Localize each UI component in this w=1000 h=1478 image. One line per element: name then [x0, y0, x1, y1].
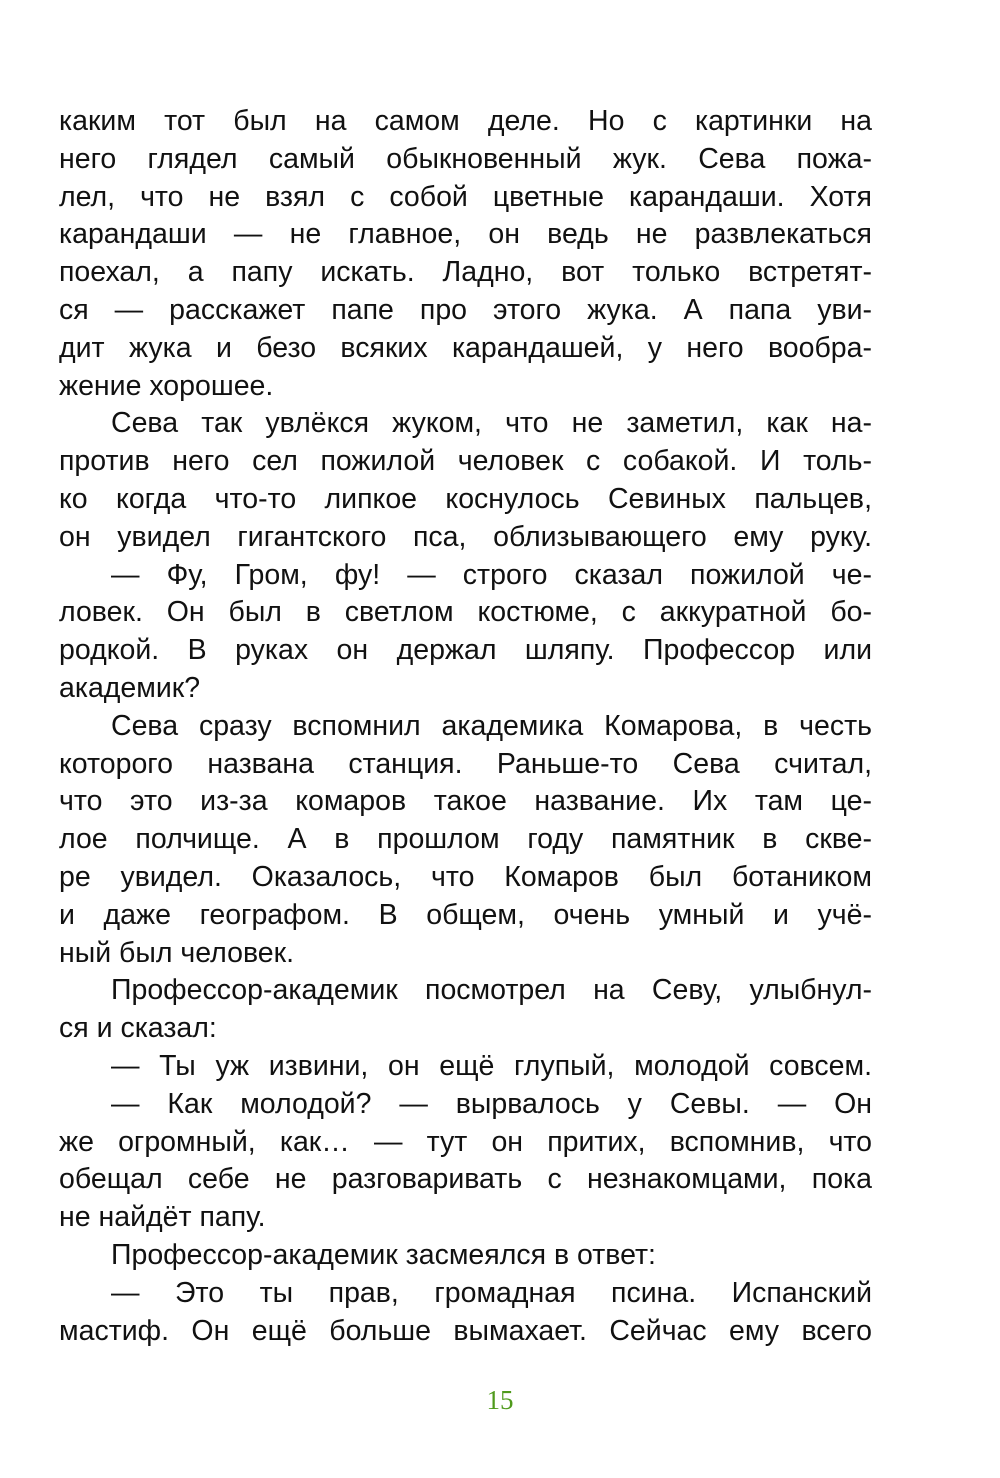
text-line: дит жука и безо всяких карандашей, у него вообра-: [59, 331, 872, 364]
text-line: которого названа станция. Раньше-то Сева считал,: [59, 747, 872, 780]
text-line: Профессор-академик посмотрел на Севу, улыбнул-: [111, 974, 872, 1007]
text-line: ся — расскажет папе про этого жука. А папа уви-: [59, 293, 872, 326]
text-line: поехал, а папу искать. Ладно, вот только встретят-: [59, 256, 872, 289]
text-line: ловек. Он был в светлом костюме, с аккуратной бо-: [59, 596, 872, 629]
text-line: Сева сразу вспомнил академика Комарова, в честь: [111, 709, 872, 742]
text-line: он увидел гигантского пса, облизывающего ему руку.: [59, 520, 872, 553]
page-number: 15: [486, 1385, 514, 1415]
text-line: академик?: [59, 671, 201, 704]
text-line: Сева так увлёкся жуком, что не заметил, как на-: [111, 407, 872, 440]
text-line: — Как молодой? — вырвалось у Севы. — Он: [111, 1087, 872, 1120]
text-line: против него сел пожилой человек с собакой. И толь-: [59, 445, 872, 478]
text-line: мастиф. Он ещё больше вымахает. Сейчас ему всего: [59, 1314, 872, 1347]
text-line: ся и сказал:: [59, 1012, 217, 1045]
text-line: родкой. В руках он держал шляпу. Профессор или: [59, 634, 872, 667]
text-line: не найдёт папу.: [59, 1201, 266, 1234]
page-text-body: [59, 103, 872, 1350]
text-line: ре увидел. Оказалось, что Комаров был ботаником: [59, 860, 872, 893]
text-line: ко когда что-то липкое коснулось Севиных пальцев,: [59, 482, 872, 515]
text-line: карандаши — не главное, он ведь не развлекаться: [59, 218, 872, 251]
text-line: Профессор-академик засмеялся в ответ:: [111, 1238, 656, 1271]
text-line: лое полчище. А в прошлом году памятник в скве-: [59, 823, 872, 856]
text-line: — Это ты прав, громадная псина. Испанский: [111, 1276, 872, 1309]
text-line: что это из-за комаров такое название. Их там це-: [59, 785, 872, 818]
text-line: же огромный, как… — тут он притих, вспомнив, что: [59, 1125, 872, 1158]
text-line: него глядел самый обыкновенный жук. Сева пожа-: [59, 142, 872, 175]
text-line: ный был человек.: [59, 936, 295, 969]
text-line: жение хорошее.: [59, 369, 274, 402]
text-line: обещал себе не разговаривать с незнакомцами, пока: [59, 1163, 872, 1196]
text-line: каким тот был на самом деле. Но с картинки на: [59, 105, 872, 137]
text-line: — Фу, Гром, фу! — строго сказал пожилой че-: [111, 558, 872, 591]
text-line: и даже географом. В общем, очень умный и учё-: [59, 898, 872, 931]
text-line: лел, что не взял с собой цветные карандаши. Хотя: [59, 180, 872, 213]
text-line: — Ты уж извини, он ещё глупый, молодой совсем.: [111, 1049, 872, 1082]
